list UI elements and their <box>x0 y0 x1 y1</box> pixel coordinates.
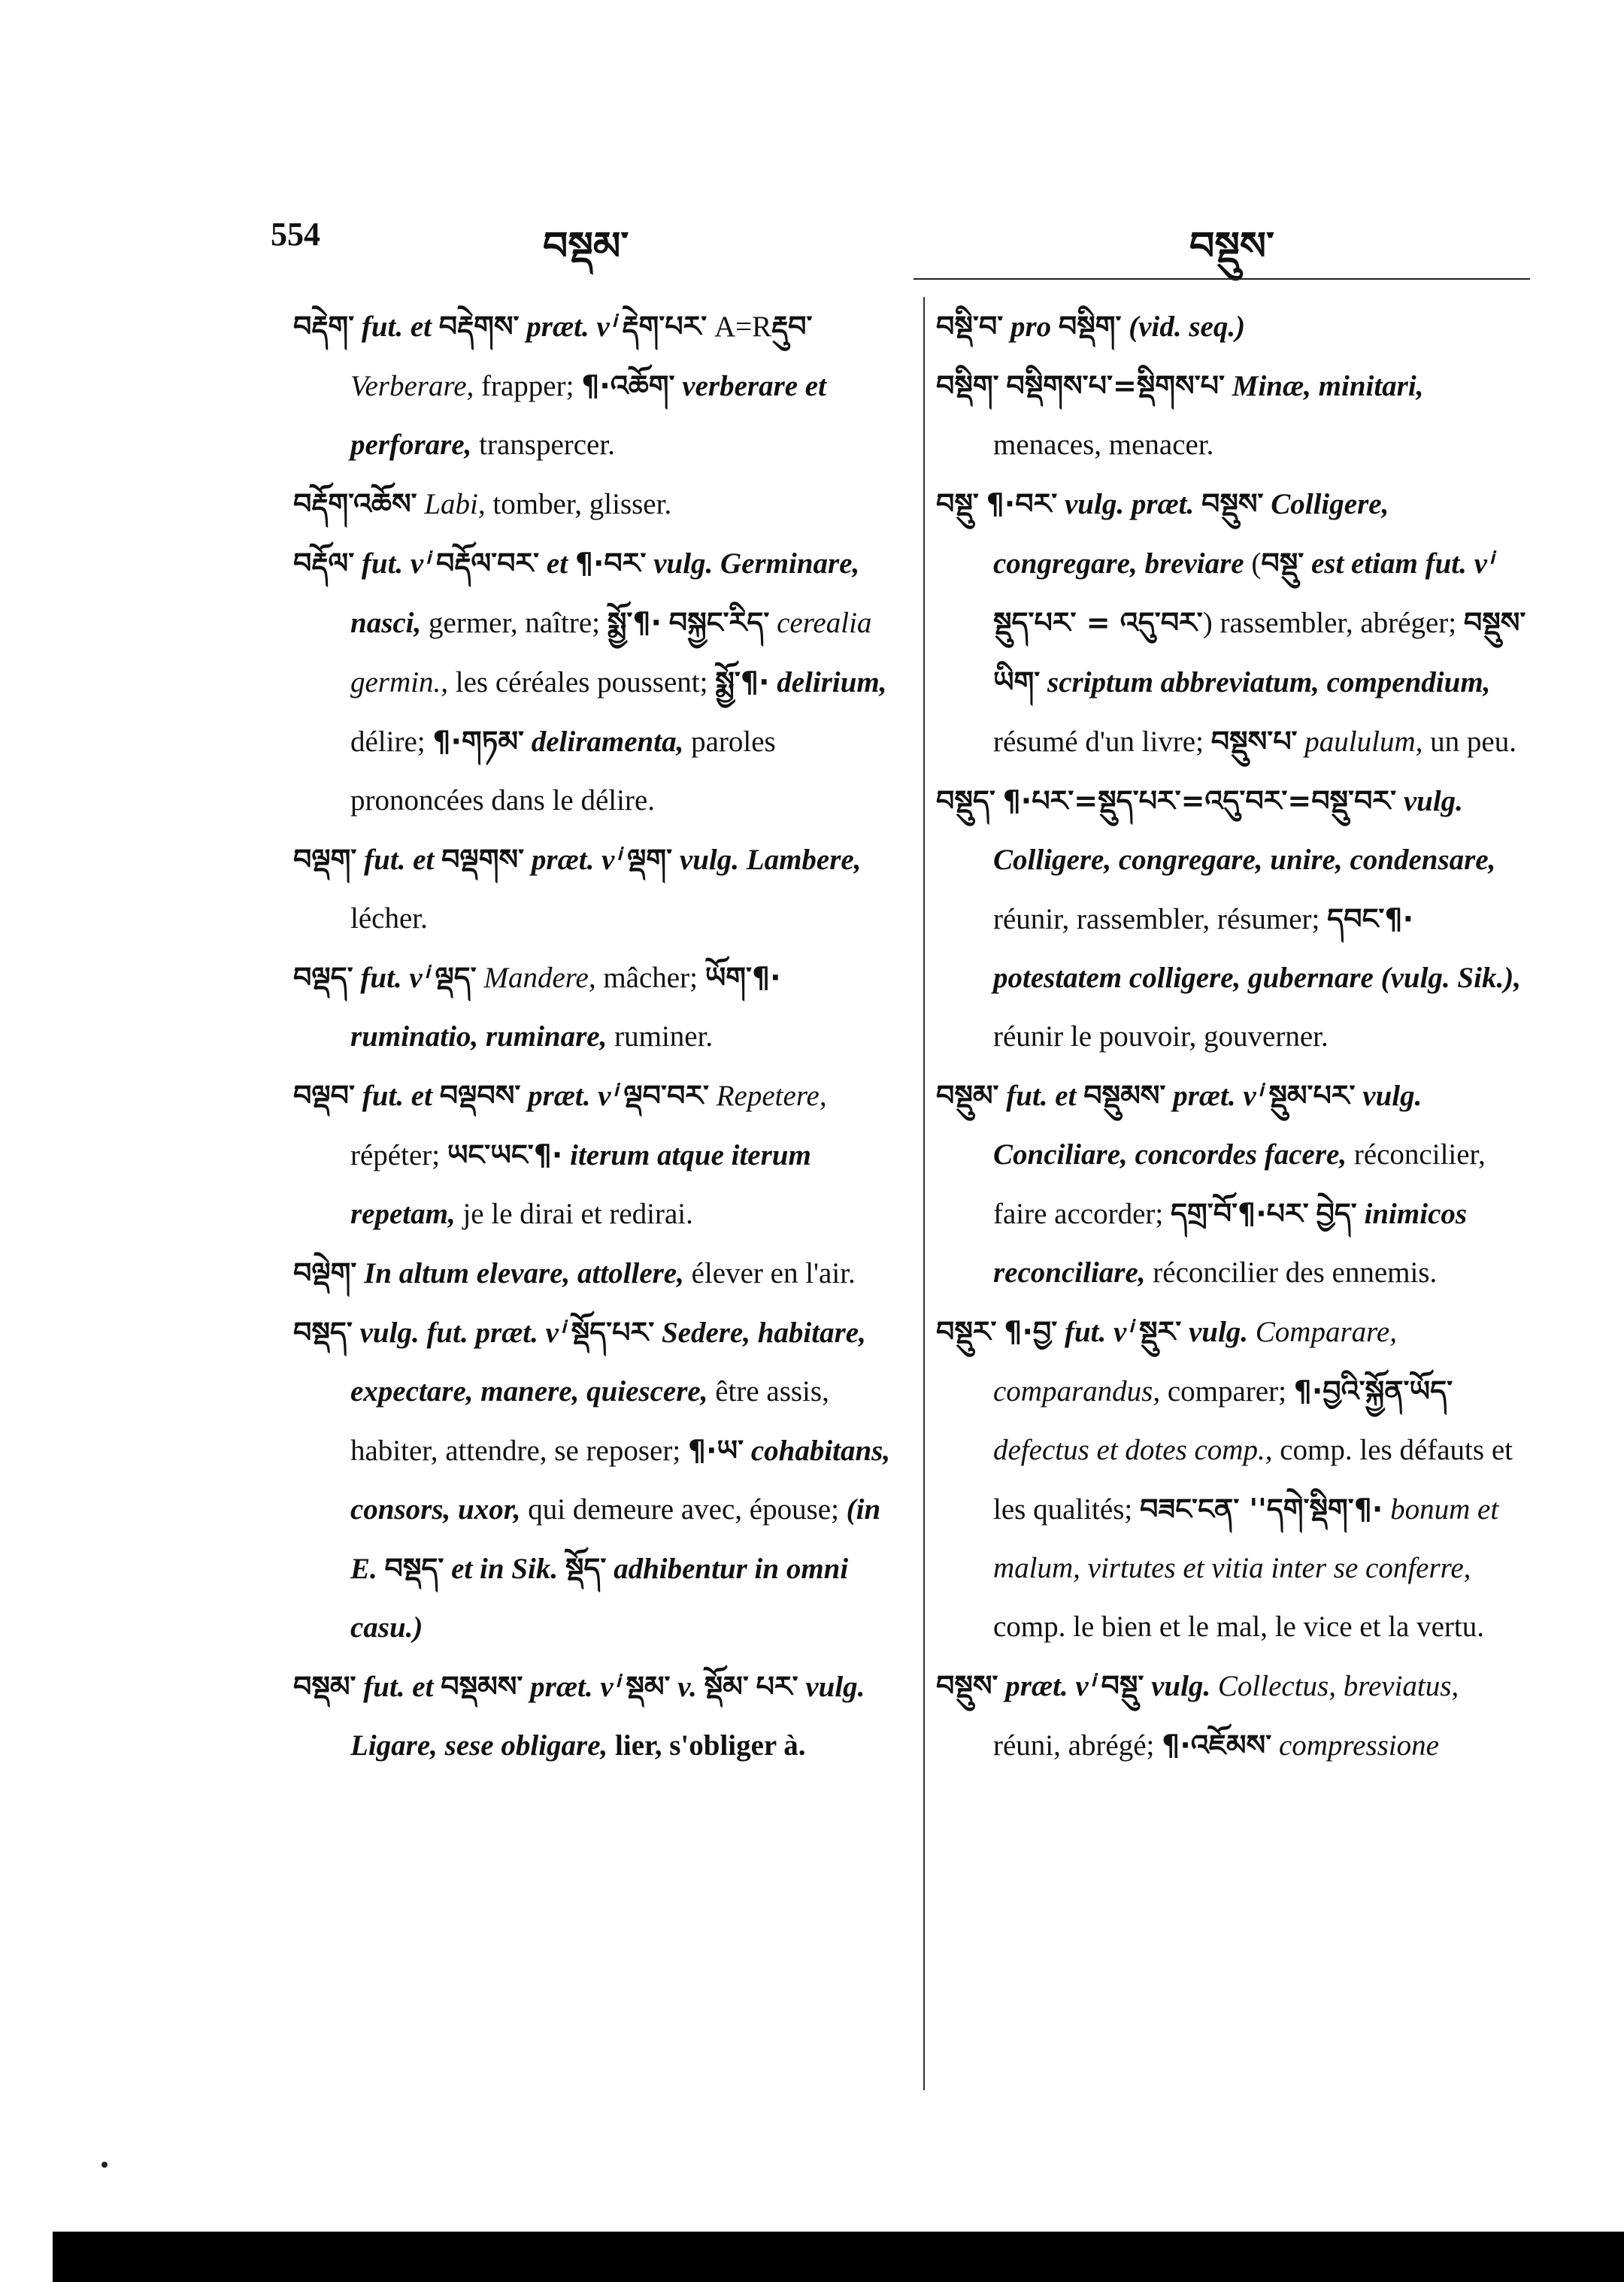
headword: བལྡག་ <box>293 843 357 876</box>
dictionary-entry: བལྡད་ fut. vⁱ ལྡད་ Mandere, mâcher; ཡོག་¶· ruminatio, ruminare, ruminer. <box>293 961 781 1053</box>
dictionary-entry: བསྡུ་ ¶·བར་ vulg. præt. བསྡུས་ Colligere, congregare, breviare (བསྡུ་ est etiam fut. vⁱ སྡུད་པར་ = འདུ་བར་) rassembler, abréger; བསྡུས་ཡིག་ scriptum abbreviatum, compendium, résumé d'un livre; བསྡུས་པ་ paululum, un peu. <box>936 487 1526 758</box>
dictionary-entry: བསྡུད་ ¶·པར་=སྡུད་པར་=འདུ་བར་=བསྡུ་བར་ vulg. Colligere, congregare, unire, condensare, réunir, rassembler, résumer; དབང་¶· potestatem colligere, gubernare (vulg. Sik.), réunir le pouvoir, gouverner. <box>936 784 1521 1053</box>
headword: བསྡུད་ <box>936 784 995 817</box>
page-header <box>0 203 1624 271</box>
headword: བསྡུམ་ <box>936 1079 999 1112</box>
running-head-left: བསྡམ་ <box>543 223 629 269</box>
left-column <box>293 297 902 1775</box>
dictionary-entry: བལྡབ་ fut. et བལྡབས་ præt. vⁱ ལྡབ་བར་ Repetere, répéter; ཡང་ཡང་¶· iterum atque iterum repetam, je le dirai et redirai. <box>293 1079 827 1230</box>
dictionary-entry: བརྡོལ་ fut. vⁱ བརྡོལ་བར་ et ¶·བར་ vulg. Germinare, nasci, germer, naître; སྨྱོ་¶· བསྐྱང་རིད་ cerealia germin., les céréales poussent; སྨྱོ་¶· delirium, délire; ¶·གཏམ་ deliramenta, paroles prononcées dans le délire. <box>293 547 887 817</box>
dictionary-entry: བསྡུམ་ fut. et བསྡུམས་ præt. vⁱ སྡུམ་པར་ vulg. Conciliare, concordes facere, réconcilier, faire accorder; དགྲ་བོ་¶·པར་ བྱེད་ inimicos reconciliare, réconcilier des ennemis. <box>936 1079 1486 1289</box>
dictionary-entry: བལྡེག་ In altum elevare, attollere, élever en l'air. <box>293 1256 856 1289</box>
headword: བརྡོལ་ <box>293 547 355 580</box>
dictionary-entry: བསྡད་ vulg. fut. præt. vⁱ སྡོད་པར་ Sedere, habitare, expectare, manere, quiescere, être assis, habiter, attendre, se reposer; ¶·ཡ་ cohabitans, consors, uxor, qui demeure avec, épouse; (in E. བསྡད་ et in Sik. སྡོད་ adhibentur in omni casu.) <box>293 1316 891 1644</box>
dictionary-entry: བསྡུས་ præt. vⁱ བསྡུ་ vulg. Collectus, breviatus, réuni, abrégé; ¶·འཇོམས་ compressione <box>936 1669 1459 1762</box>
dictionary-entry: བརྡེག་ fut. et བརྡེགས་ præt. vⁱ རྡེག་པར་ A=Rརྡུབ་ Verberare, frapper; ¶·འཆོག་ verberare et perforare, transpercer. <box>293 310 826 461</box>
scan-speck <box>102 2162 108 2168</box>
page-number: 554 <box>271 216 320 253</box>
right-column <box>936 297 1530 1775</box>
headword: བསྡུས་ <box>936 1669 998 1702</box>
headword: བརྡོག་འཆོས་ <box>293 487 417 520</box>
running-head-right: བསྡུས་ <box>1189 223 1274 269</box>
headword: བསྡད་ <box>293 1316 353 1349</box>
headword: བསྡམ་ <box>293 1670 356 1703</box>
headword: བལྡབ་ <box>293 1079 356 1112</box>
headword: བསྡིག་ <box>936 369 999 402</box>
dictionary-entry: བལྡག་ fut. et བལྡགས་ præt. vⁱ ལྡག་ vulg. Lambere, lécher. <box>293 843 862 935</box>
headword: བསྡུ་ <box>936 487 979 520</box>
headword: བལྡེག་ <box>293 1256 357 1289</box>
headword: བལྡད་ <box>293 961 353 994</box>
column-divider <box>923 297 925 2090</box>
dictionary-entry: བསྡམ་ fut. et བསྡམས་ præt. vⁱ སྡམ་ v. སྡོམ་ པར་ vulg. Ligare, sese obligare, lier, s'obliger à. <box>293 1670 865 1762</box>
headword: བསྡི་བ་ <box>936 310 1004 343</box>
dictionary-entry: བསྡུར་ ¶·བྱ་ fut. vⁱ སྡུར་ vulg. Comparare, comparandus, comparer; ¶·བྱའི་སྐྱོན་ཡོད་ defectus et dotes comp., comp. les défauts et les qualités; བཟང་ངན་ ''དགེ་སྡིག་¶· bonum et malum, virtutes et vitia inter se conferre, comp. le bien et le mal, le vice et la vertu. <box>936 1315 1513 1643</box>
dictionary-entry: བསྡི་བ་ pro བསྡིག་ (vid. seq.) <box>936 310 1246 343</box>
headword: བསྡུར་ <box>936 1315 997 1348</box>
scan-border-bar <box>53 2232 1624 2282</box>
header-rule <box>914 278 1530 280</box>
headword: བརྡེག་ <box>293 310 355 343</box>
dictionary-entry: བརྡོག་འཆོས་ Labi, tomber, glisser. <box>293 487 672 520</box>
dictionary-entry: བསྡིག་ བསྡིགས་པ་=སྡིགས་པ་ Minæ, minitari, menaces, menacer. <box>936 369 1424 461</box>
